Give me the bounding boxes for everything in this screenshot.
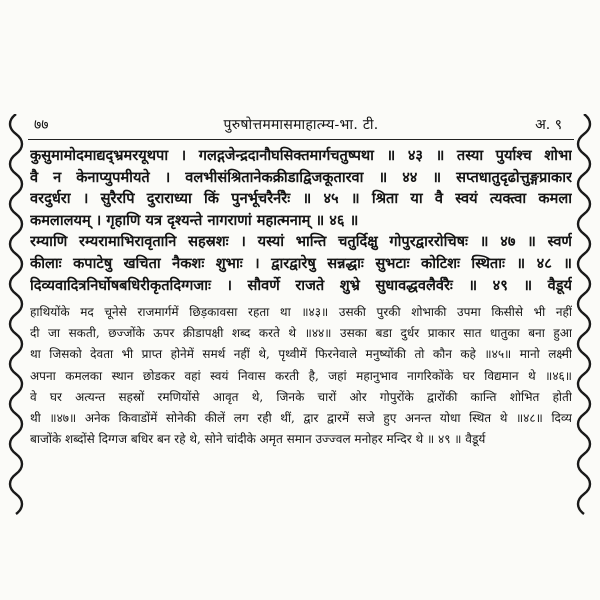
verse-line: कीलाः कपाटेषु खचिता नैकशः शुभाः । द्वारद्वारेषु सन्नद्धाः सुभटाः कोटिशः स्थिताः ॥ ४८ ॥ [30, 254, 572, 272]
page-number: ७७ [34, 117, 49, 133]
right-ornamental-border [574, 114, 594, 516]
chapter-label: अ. ९ [535, 117, 562, 133]
left-ornamental-border [6, 114, 26, 516]
running-header [28, 114, 574, 136]
running-title: पुरुषोत्तममासमाहात्म्य-भा. टी. [223, 117, 379, 133]
translation-line: थी ॥४७॥ अनेक किवाडोंमें सोनेकी कीलें लग रही थीं, द्वार द्वारमें सजे हुए अनन्त योधा स्थित थे ॥४८॥ दिव्य [30, 411, 572, 426]
translation-line: वे घर अत्यन्त सहस्रों रमणियोंसे आवृत थे, जिनके चारों ओर गोपुरोंके द्वारोंकी कान्ति शोभित होती [30, 389, 572, 404]
border-scroll-ornament [10, 114, 22, 514]
verse-line: कुसुमामोदमाद्यद्भ्रमरयूथपा । गलद्गजेन्द्रदानौघसिक्तमार्गचतुष्पथा ॥ ४३ ॥ तस्या पुर्याश्च शोभा [30, 147, 572, 164]
sanskrit-verses [30, 145, 572, 296]
verse-line: वै न केनाप्युपमीयते । वलभीसंश्रितानेकक्रीडाद्विजकूतारवा ॥ ४४ ॥ सप्तधातुदृढोत्तुङ्गप्राकार [30, 168, 572, 186]
translation-line: दी जा सकती, छज्जोंके ऊपर क्रीडापक्षी शब्द करते थे ॥४४॥ उसका बडा दुर्धर प्राकार सात धातुका बना हुआ [30, 326, 572, 341]
translation-line: बाजोंके शब्दोंसे दिग्गज बधिर बन रहे थे, सोने चांदीके अमृत समान उज्ज्वल मनोहर मन्दिर थे ॥ ४९ ॥ वैडूर्य [30, 432, 486, 447]
verse-line: रम्याणि रम्यरामाभिरावृतानि सहस्रशः । यस्यां भान्ति चतुर्दिक्षु गोपुरद्वाररोचिषः ॥ ४७ ॥ स्वर्ण [30, 233, 572, 251]
hindi-translation [30, 302, 572, 450]
verse-line: कमलालयम् । गृहाणि यत्र दृश्यन्ते नागराणां महात्मनाम् ॥ ४६ ॥ [30, 211, 359, 229]
translation-line: था जिसको देवता भी प्राप्त होनेमें समर्थ नहीं थे, पृथ्वीमें फिरनेवाले मनुष्योंकी तो कौन कहे ॥४५॥ मानो लक्ष्मी [30, 347, 572, 362]
header-rule [28, 139, 574, 140]
translation-line: अपना कमलका स्थान छोडकर वहां स्वयं निवास करती है, जहां महानुभाव नागरिकोंके घर विद्यमान थे ॥४६॥ [30, 368, 572, 383]
verse-line: वरदुर्धरा । सुरैरपि दुराराध्या किं पुनर्भूचरैर्नरैः ॥ ४५ ॥ श्रिता या वै स्वयं त्यक्त्वा कमला [30, 190, 572, 208]
border-scroll-ornament [578, 114, 590, 514]
verse-line: दिव्यवादित्रनिर्घोषबधिरीकृतदिग्गजाः । सौवर्णे राजते शुभ्रे सुधावद्धवलैर्वरैः ॥ ४९ ॥ वैडूर्य [30, 276, 572, 294]
translation-line: हाथियोंके मद चूनेसे राजमार्गमें छिड़कावसा रहता था ॥४३॥ उसकी पुरकी शोभाकी उपमा किसीसे भी नहीं [30, 305, 572, 319]
